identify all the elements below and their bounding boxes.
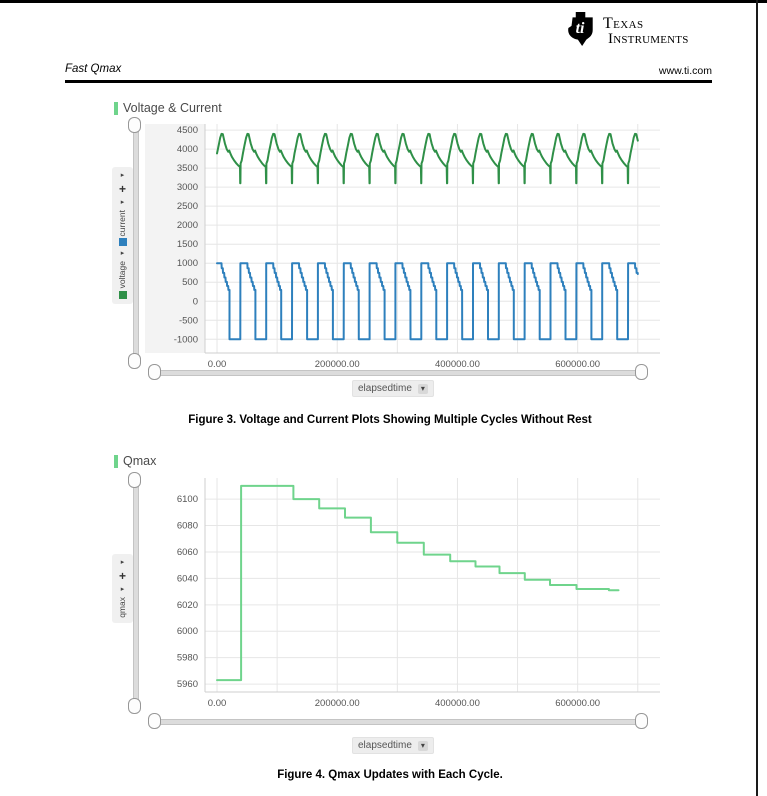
chart1-x-axis-field-button[interactable] (352, 380, 434, 397)
chart1-x-slider-right-handle[interactable] (635, 364, 648, 380)
page-top-border (0, 0, 767, 3)
svg-text:6000: 6000 (176, 626, 198, 638)
svg-text:5980: 5980 (176, 652, 198, 664)
series-label-qmax: qmax (117, 597, 128, 618)
chart1-legend-title (114, 101, 222, 115)
svg-text:0.00: 0.00 (207, 359, 227, 370)
chart2-series-panel (112, 554, 133, 623)
ti-logo-text (603, 16, 689, 47)
add-icon[interactable]: + (118, 182, 126, 196)
svg-text:4500: 4500 (176, 125, 198, 137)
header-website-link[interactable]: www.ti.com (658, 65, 712, 77)
header-doc-title: Fast Qmax (65, 63, 122, 75)
chart1-x-slider-track[interactable] (156, 370, 640, 376)
series-label-current: current (117, 210, 128, 237)
dropdown-arrow-icon: ▾ (418, 384, 428, 394)
svg-text:6080: 6080 (176, 520, 198, 532)
svg-text:600000.00: 600000.00 (555, 359, 601, 370)
expand-arrow-icon[interactable]: ▸ (120, 250, 125, 258)
add-icon[interactable]: + (118, 569, 126, 583)
current-color-swatch (119, 238, 127, 246)
svg-text:-500: -500 (178, 315, 198, 327)
series-toggle-qmax[interactable] (118, 597, 127, 618)
series-toggle-current[interactable] (118, 210, 127, 246)
dropdown-arrow-icon: ▾ (418, 741, 428, 751)
svg-text:2000: 2000 (176, 220, 198, 232)
chart1-legend-bar (114, 102, 118, 115)
header-rule (65, 80, 712, 83)
svg-text:200000.00: 200000.00 (314, 359, 360, 370)
svg-text:6020: 6020 (176, 599, 198, 611)
chart2-x-axis-field-label: elapsedtime (358, 740, 412, 751)
svg-text:0.00: 0.00 (207, 698, 227, 709)
chart1-x-axis-field-label: elapsedtime (358, 383, 412, 394)
svg-text:-1000: -1000 (173, 334, 198, 346)
ti-bug-icon (562, 11, 598, 47)
chart1-series-panel (112, 167, 133, 304)
chart2-y-slider-track[interactable] (133, 480, 139, 706)
series-label-voltage: voltage (117, 261, 128, 289)
svg-text:600000.00: 600000.00 (555, 698, 601, 709)
chart1-title-label: Voltage & Current (123, 101, 222, 115)
series-toggle-voltage[interactable] (118, 261, 127, 298)
svg-text:500: 500 (182, 277, 198, 289)
svg-text:6100: 6100 (176, 494, 198, 506)
svg-text:6040: 6040 (176, 573, 198, 585)
expand-arrow-icon[interactable]: ▸ (120, 559, 125, 566)
expand-arrow-icon[interactable]: ▸ (120, 172, 125, 179)
chart2-legend-title (114, 454, 156, 468)
figure4-caption: Figure 4. Qmax Updates with Each Cycle. (277, 769, 503, 781)
chart2-x-zoom-slider[interactable] (148, 713, 648, 729)
voltage-color-swatch (119, 291, 127, 299)
expand-arrow-icon[interactable]: ▸ (120, 199, 125, 206)
chart2-x-slider-right-handle[interactable] (635, 713, 648, 729)
logo-line1: Texas (603, 15, 644, 32)
chart1-x-zoom-slider[interactable] (148, 364, 648, 380)
chart2-x-slider-left-handle[interactable] (148, 713, 161, 729)
chart2-x-axis-field-button[interactable] (352, 737, 434, 754)
ti-logo (562, 11, 689, 47)
chart2-title-label: Qmax (123, 454, 157, 468)
svg-text:400000.00: 400000.00 (434, 359, 480, 370)
svg-text:4000: 4000 (176, 144, 198, 156)
chart1-x-slider-left-handle[interactable] (148, 364, 161, 380)
page-right-border (756, 0, 758, 796)
svg-text:6060: 6060 (176, 546, 198, 558)
chart2-x-slider-track[interactable] (156, 719, 640, 725)
chart2-legend-bar (114, 455, 118, 468)
chart1-y-slider-track[interactable] (133, 125, 139, 361)
svg-text:5960: 5960 (176, 679, 198, 691)
svg-text:3500: 3500 (176, 163, 198, 175)
qmax-chart-canvas[interactable] (140, 470, 667, 720)
logo-line2: Instruments (608, 31, 689, 47)
svg-text:1000: 1000 (176, 258, 198, 270)
svg-text:1500: 1500 (176, 239, 198, 251)
svg-text:0: 0 (192, 296, 198, 308)
svg-text:200000.00: 200000.00 (314, 698, 360, 709)
svg-text:ti: ti (575, 20, 585, 38)
svg-text:3000: 3000 (176, 182, 198, 194)
svg-text:400000.00: 400000.00 (434, 698, 480, 709)
figure3-caption: Figure 3. Voltage and Current Plots Showing Multiple Cycles Without Rest (188, 414, 592, 426)
voltage-current-chart-canvas[interactable] (140, 115, 667, 380)
expand-arrow-icon[interactable]: ▸ (120, 586, 125, 593)
svg-text:2500: 2500 (176, 201, 198, 213)
